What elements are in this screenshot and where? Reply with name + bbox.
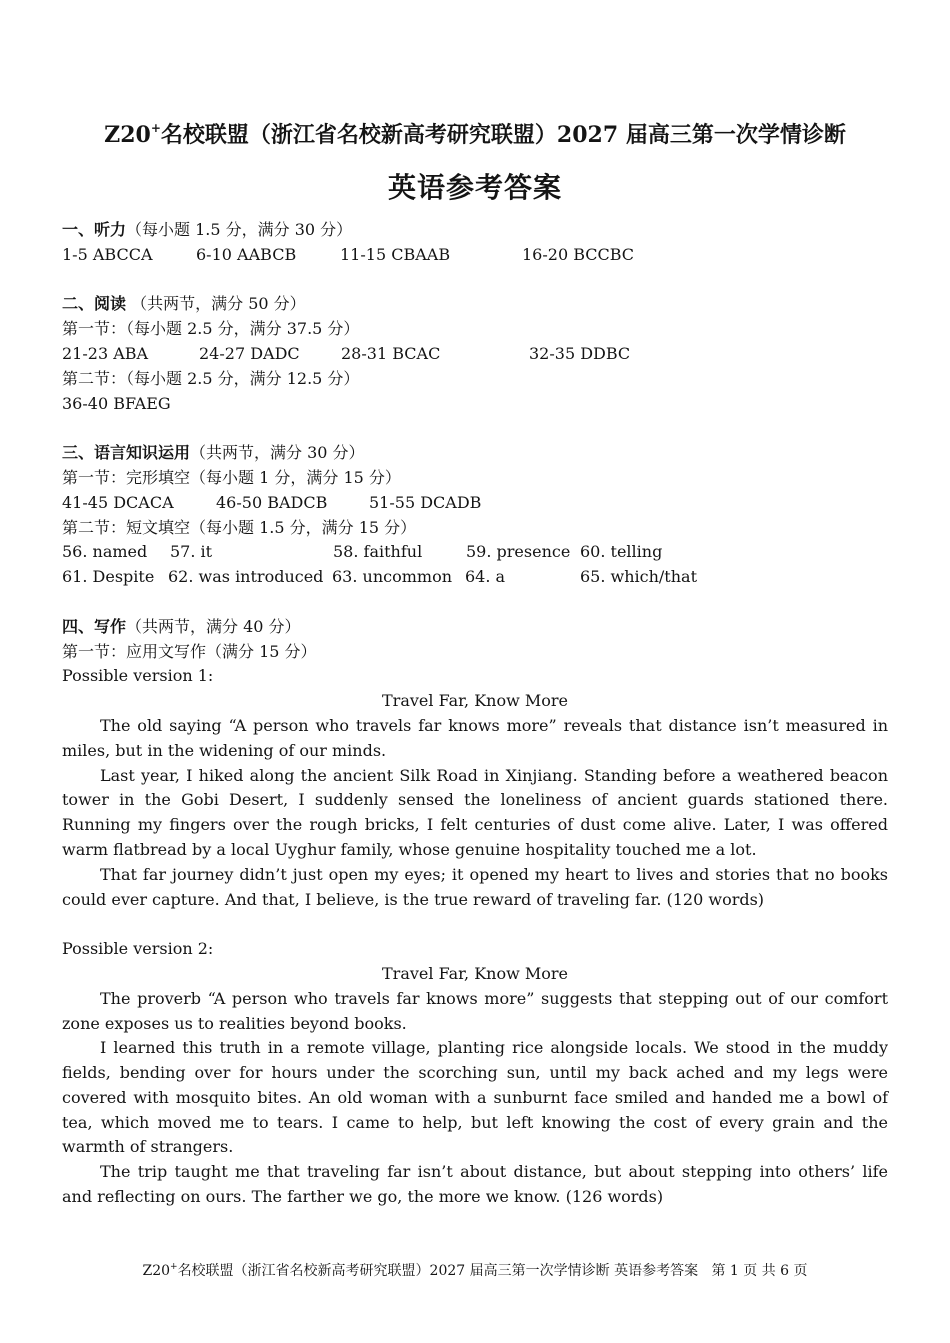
cloze-answer: 46-50 BADCB bbox=[216, 492, 328, 512]
fill-in-answer: 60. telling bbox=[580, 542, 663, 562]
reading-part1-label: 第一节：（每小题 2.5 分，满分 37.5 分） bbox=[62, 319, 360, 339]
listening-heading-row bbox=[62, 218, 888, 243]
version1-title: Travel Far, Know More bbox=[382, 691, 568, 711]
language-part2-row2 bbox=[62, 565, 888, 590]
listening-note: （每小题 1.5 分，满分 30 分） bbox=[126, 220, 353, 239]
language-part2-row1 bbox=[62, 540, 888, 565]
version2-paragraph: The trip taught me that traveling far isn’t about distance, but about stepping into others’ life and reflecting on ours. The farther we go, the more we know. (126 words) bbox=[62, 1162, 888, 1207]
writing-part1-label: 第一节：应用文写作（满分 15 分） bbox=[62, 641, 317, 661]
listening-answer: 6-10 AABCB bbox=[196, 244, 297, 264]
language-part1-label: 第一节：完形填空（每小题 1 分，满分 15 分） bbox=[62, 467, 401, 487]
reading-part2-label: 第二节：（每小题 2.5 分，满分 12.5 分） bbox=[62, 368, 360, 388]
fill-in-answer: 64. a bbox=[465, 567, 506, 587]
listening-answer: 1-5 ABCCA bbox=[62, 244, 153, 264]
page-title bbox=[0, 118, 950, 149]
page-footer bbox=[0, 1260, 950, 1280]
footer-superscript: + bbox=[170, 1262, 178, 1272]
listening-heading: 一、听力 bbox=[62, 220, 127, 239]
reading-note: （共两节，满分 50 分） bbox=[126, 294, 306, 314]
fill-in-answer: 56. named bbox=[62, 542, 148, 562]
version1-paragraph: Last year, I hiked along the ancient Silk Road in Xinjiang. Standing before a weathered beacon tower in the Gobi Desert, I suddenly sensed the loneliness of ancient guards stationed there. Running my fingers over the rough bricks, I felt centuries of dust come alive. Later, I was offered warm flatbread by a local Uyghur family, whose genuine hospitality touched me a lot. bbox=[62, 765, 888, 859]
language-heading: 三、语言知识运用 bbox=[62, 443, 191, 463]
reading-heading: 二、阅读 bbox=[62, 294, 127, 314]
listening-answer: 11-15 CBAAB bbox=[340, 244, 451, 264]
version2-title: Travel Far, Know More bbox=[382, 963, 568, 983]
version1-label: Possible version 1: bbox=[62, 666, 214, 686]
reading-answer: 32-35 DDBC bbox=[529, 343, 631, 363]
page-subtitle: 英语参考答案 bbox=[387, 171, 562, 204]
cloze-answer: 41-45 DCACA bbox=[62, 492, 174, 512]
footer-page-number: 第 1 页 共 6 页 bbox=[711, 1263, 808, 1279]
version2-paragraph: The proverb “A person who travels far knows more” suggests that stepping out of our comfort zone exposes us to realities beyond books. bbox=[62, 988, 888, 1033]
footer-text: 名校联盟（浙江省名校新高考研究联盟）2027 届高三第一次学情诊断 英语参考答案 bbox=[177, 1263, 699, 1279]
reading-heading-row bbox=[62, 292, 888, 317]
listening-answer: 16-20 BCCBC bbox=[522, 244, 635, 264]
version2-paragraph: I learned this truth in a remote village, planting rice alongside locals. We stood in the muddy fields, bending over for hours under the scorching sun, until my back ached and my legs were covered with mosquito bites. An old woman with a sunburnt face smiled and handed me a bowl of tea, which moved me to tears. I came to help, but left knowing the cost of every grain and the warmth of strangers. bbox=[62, 1038, 888, 1157]
fill-in-answer: 63. uncommon bbox=[332, 567, 453, 587]
fill-in-answer: 62. was introduced bbox=[168, 567, 324, 587]
writing-note: （共两节，满分 40 分） bbox=[126, 616, 301, 636]
title-rest: 名校联盟（浙江省名校新高考研究联盟）2027 届高三第一次学情诊断 bbox=[160, 122, 846, 148]
version1-paragraph: That far journey didn’t just open my eyes; it opened my heart to lives and stories that no books could ever capture. And that, I believe, is the true reward of traveling far. (120 words) bbox=[62, 864, 888, 909]
reading-answer: 24-27 DADC bbox=[199, 343, 300, 363]
language-part2-label: 第二节：短文填空（每小题 1.5 分，满分 15 分） bbox=[62, 517, 417, 537]
answer-content bbox=[62, 218, 888, 1210]
language-part1-answers-row bbox=[62, 491, 888, 516]
title-prefix: Z20 bbox=[104, 122, 151, 148]
version2-label: Possible version 2: bbox=[62, 939, 214, 959]
reading-answer: 28-31 BCAC bbox=[341, 343, 441, 363]
fill-in-answer: 59. presence bbox=[466, 542, 571, 562]
version1-paragraph: The old saying “A person who travels far knows more” reveals that distance isn’t measured in miles, but in the widening of our minds. bbox=[62, 715, 888, 760]
fill-in-answer: 61. Despite bbox=[62, 567, 155, 587]
fill-in-answer: 58. faithful bbox=[333, 542, 423, 562]
reading-answer: 21-23 ABA bbox=[62, 343, 149, 363]
writing-heading-row bbox=[62, 615, 888, 640]
reading-part1-answers-row bbox=[62, 342, 888, 367]
cloze-answer: 51-55 DCADB bbox=[369, 492, 482, 512]
writing-heading: 四、写作 bbox=[62, 616, 127, 636]
title-superscript: + bbox=[150, 121, 161, 135]
reading-answer: 36-40 BFAEG bbox=[62, 393, 171, 413]
language-heading-row bbox=[62, 441, 888, 466]
fill-in-answer: 65. which/that bbox=[580, 567, 698, 587]
listening-answers-row bbox=[62, 243, 888, 268]
fill-in-answer: 57. it bbox=[170, 542, 213, 562]
footer-prefix: Z20 bbox=[142, 1263, 171, 1279]
language-note: （共两节，满分 30 分） bbox=[190, 443, 365, 463]
reading-part2-answers-row bbox=[62, 392, 888, 417]
